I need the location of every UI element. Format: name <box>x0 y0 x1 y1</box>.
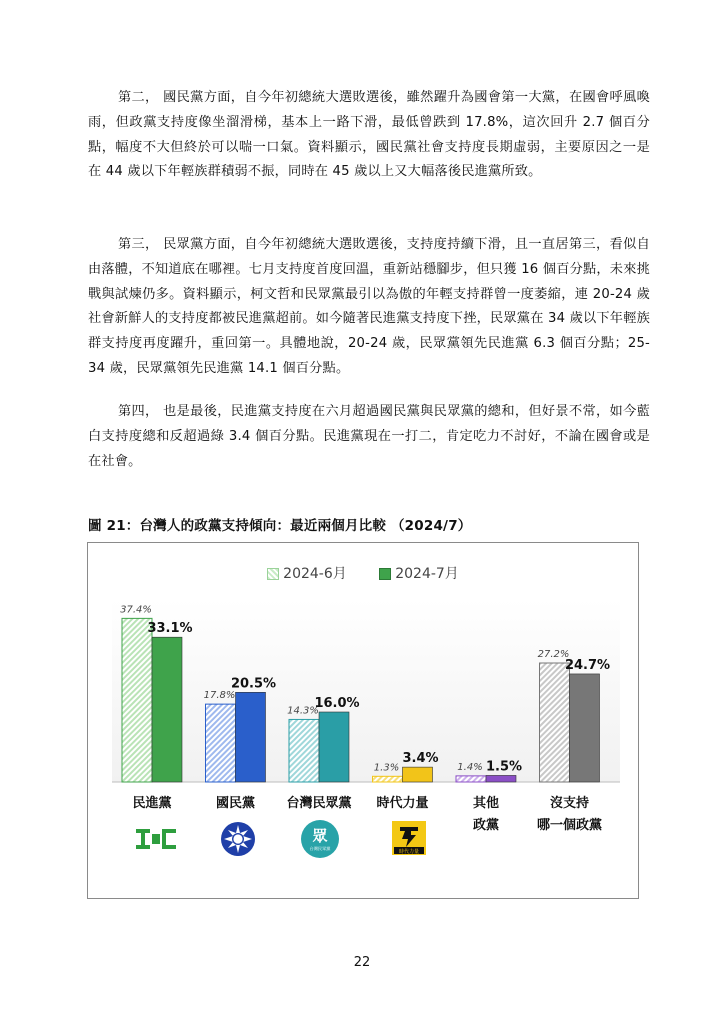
figure-caption: 圖 21：台灣人的政黨支持傾向：最近兩個月比較 （2024/7） <box>88 518 472 534</box>
category-label-line: 民進黨 <box>132 796 172 811</box>
category-label-line: 台灣民眾黨 <box>286 796 352 811</box>
tpp-logo-text: 台灣民眾黨 <box>309 846 331 851</box>
data-label-june-1: 17.8% <box>203 690 236 702</box>
data-label-july-0: 33.1% <box>147 621 193 637</box>
bar-june-0 <box>122 618 152 782</box>
bar-june-1 <box>206 704 236 782</box>
npp-logo-text: 時代力量 <box>398 849 420 855</box>
kmt-logo-icon <box>220 821 256 857</box>
kmt-logo-text: KMT <box>235 855 241 857</box>
data-label-june-3: 1.3% <box>373 762 400 774</box>
data-label-july-5: 24.7% <box>564 657 611 673</box>
page-number: 22 <box>353 955 371 970</box>
paragraph-text: 第四， 也是最後，民進黨支持度在六月超過國民黨與民眾黨的總和，但好景不常，如今藍白支持度總和反超過綠 3.4 個百分點。民進黨現在一打二，肯定吃力不討好，不論在國會或是在社會。 <box>88 404 650 469</box>
bar-july-3 <box>403 767 433 782</box>
legend-label-june: 2024-6月 <box>283 566 347 582</box>
category-label-line: 沒支持 <box>549 796 589 811</box>
category-label-5 <box>520 793 620 837</box>
data-label-june-0: 37.4% <box>120 604 152 616</box>
paragraph-text: 第三， 民眾黨方面，自今年初總統大選敗選後，支持度持續下滑，且一直居第三，看似自由落體，不知道底在哪裡。七月支持度首度回溫，重新站穩腳步，但只獲 16 個百分點，未來挑戰與試煉仍多。資料顯示，柯文哲和民眾黨最引以為傲的年輕支持群曾一度萎縮，連 20-24 歲社會新鮮人的支持度都被民進黨超前。如今隨著民進黨支持度下挫，民眾黨在 34 歲以下年輕族群支持度再度躍升，重回第一。具體地說，20-24 歲，民眾黨領先民進黨 6.3 個百分點；25-34 歲，民眾黨領先民進黨 14.1 個百分點。 <box>88 237 650 376</box>
data-label-july-3: 3.4% <box>402 751 439 767</box>
dpp-logo-icon <box>134 825 178 853</box>
tpp-logo-icon <box>300 819 340 859</box>
paragraph-tpp <box>88 233 650 382</box>
data-label-june-5: 27.2% <box>537 649 570 660</box>
bar-july-2 <box>319 712 349 782</box>
category-label-line: 時代力量 <box>376 796 429 811</box>
dpp-logo-text: DPP <box>154 851 158 853</box>
data-label-june-4: 1.4% <box>457 761 483 773</box>
bar-june-3 <box>373 776 403 782</box>
paragraph-text: 第二， 國民黨方面，自今年初總統大選敗選後，雖然躍升為國會第一大黨，在國會呼風喚雨，但政黨支持度像坐溜滑梯，基本上一路下滑，最低曾跌到 17.8%，這次回升 2.7 個百分點，幅度不大但終於可以喘一口氣。資料顯示，國民黨社會支持度長期虛弱，主要原因之一是在 44 歲以下年輕族群積弱不振，同時在 45 歲以上又大幅落後民進黨所致。 <box>88 90 650 180</box>
bar-july-0 <box>152 637 182 782</box>
bar-june-2 <box>289 719 319 782</box>
bar-july-1 <box>236 692 266 782</box>
data-label-july-2: 16.0% <box>314 696 360 711</box>
bar-june-4 <box>456 776 486 782</box>
tpp-logo-char: 眾 <box>312 827 328 845</box>
data-label-june-2: 14.3% <box>287 705 319 717</box>
data-label-july-4: 1.5% <box>485 759 523 775</box>
legend-label-july: 2024-7月 <box>395 566 459 582</box>
paragraph-dpp <box>88 400 650 474</box>
data-label-july-1: 20.5% <box>230 676 277 692</box>
category-label-line: 哪一個政黨 <box>536 818 602 833</box>
npp-logo-icon <box>392 821 426 855</box>
bar-july-4 <box>486 775 516 782</box>
party-support-chart <box>87 542 639 899</box>
category-label-line: 國民黨 <box>215 796 255 811</box>
paragraph-kmt <box>88 86 650 185</box>
category-label-line: 政黨 <box>472 818 499 833</box>
bar-july-5 <box>570 674 600 782</box>
category-label-line: 其他 <box>472 796 499 811</box>
bar-june-5 <box>540 663 570 782</box>
